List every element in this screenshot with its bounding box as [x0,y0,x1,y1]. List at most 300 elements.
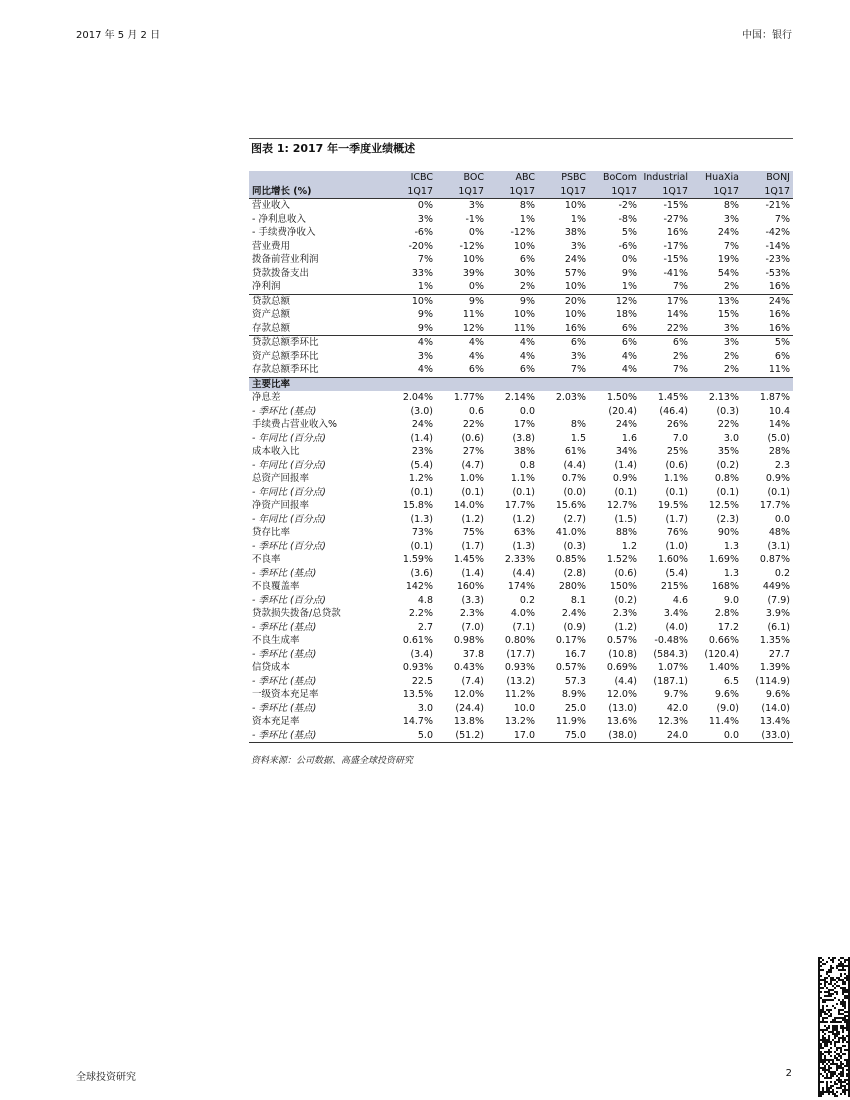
table-cell: 6% [774,350,790,362]
bank-name: BONJ [742,171,793,185]
table-cell: 9% [417,309,433,320]
table-cell: 1% [519,213,535,225]
table-row [249,526,793,540]
table-cell: (7.0) [461,621,484,633]
table-cell: 0.69% [606,662,637,673]
table-cell: 18% [615,309,637,320]
table-cell: (7.1) [512,621,535,633]
table-cell: 7% [774,213,790,225]
table-cell: 14% [768,419,790,430]
table-cell: (1.5) [614,513,637,525]
table-cell: 0.57% [606,635,637,646]
table-cell: 2% [519,281,535,292]
table-cell: 17.7% [504,500,535,511]
table-cell: 1.07% [657,662,688,673]
table-row [249,661,793,675]
row-label: - 季环比 (基点) [252,702,317,714]
table-cell: 7% [723,240,739,252]
table-cell: 4% [621,350,637,362]
table-cell: (584.3) [653,648,688,660]
table-cell: (0.1) [614,486,637,498]
table-cell: -1% [465,213,484,225]
table-cell: 38% [513,446,535,457]
table-cell: -15% [663,200,688,211]
table-cell: 25.0 [564,702,586,714]
table-cell: (0.1) [665,486,688,498]
table-row [249,280,793,294]
table-cell: 9% [487,294,538,308]
table-cell: -12% [510,227,535,238]
bank-name: BOC [436,171,487,185]
table-cell: 1.2% [408,473,433,484]
table-cell: 3% [723,213,739,225]
table-cell: 4.0% [510,608,535,619]
table-row [249,405,793,419]
table-cell: 10% [513,309,535,320]
table-cell: 37.8 [462,648,484,660]
table-cell: 4% [436,336,487,350]
table-cell: 1.77% [453,392,484,403]
table-cell: 168% [711,581,739,592]
table-cell: 8.9% [561,689,586,700]
table-cell: (1.4) [461,567,484,579]
table-cell: 6% [640,336,691,350]
table-row [249,267,793,281]
table-cell: 24.0 [640,729,691,743]
table-cell: 17% [513,419,535,430]
table-cell: (10.8) [608,648,637,660]
table-cell: 9.0 [723,594,739,606]
table-cell: 9% [436,294,487,308]
table-cell: (38.0) [589,729,640,743]
table-cell: 3.4% [663,608,688,619]
table-cell: (0.0) [563,486,586,498]
table-cell: 88% [615,527,637,538]
bank-name: ABC [487,171,538,185]
table-cell: 0.0 [691,729,742,743]
table-cell: (2.7) [563,513,586,525]
table-cell: 0.57% [555,662,586,673]
period-label: 1Q17 [742,185,793,199]
table-cell: -12% [459,240,484,252]
bank-name: BoCom [589,171,640,185]
table-row [249,391,793,405]
table-cell: 2% [723,364,739,375]
table-cell: 1.52% [606,554,637,565]
table-cell: 48% [768,527,790,538]
table-cell: 2.13% [708,392,739,403]
period-label: 1Q17 [538,185,589,199]
period-label: 1Q17 [385,185,436,199]
table-cell: 11.2% [504,689,535,700]
table-cell: 0.98% [453,635,484,646]
row-label: 不良生成率 [252,635,300,646]
table-cell [538,405,589,419]
table-cell: (17.7) [506,648,535,660]
table-row [249,486,793,500]
table-cell: 1% [621,281,637,292]
table-cell: (0.3) [563,540,586,552]
table-cell: (0.9) [563,621,586,633]
table-cell: -8% [618,213,637,225]
table-cell: 2.7 [417,621,433,633]
table-cell: 0.8 [519,459,535,471]
table-cell: 0.66% [708,635,739,646]
table-cell: 7% [672,364,688,375]
table-cell: 54% [717,267,739,279]
table-cell: (0.6) [614,567,637,579]
table-cell: 61% [564,446,586,457]
table-cell: (4.4) [563,459,586,471]
table-cell: 4% [487,336,538,350]
table-cell: 15.6% [555,500,586,511]
ratios-section-row [249,377,793,391]
period-label: 1Q17 [436,185,487,199]
table-row [249,567,793,581]
table-cell: 142% [405,581,433,592]
table-row [249,594,793,608]
table-cell: 449% [762,581,790,592]
table-cell: 3.0 [723,432,739,444]
table-row [249,226,793,240]
table-cell: -41% [663,267,688,279]
row-label: - 季环比 (基点) [252,675,317,687]
table-cell: (3.8) [512,432,535,444]
table-cell: -20% [408,240,433,252]
table-cell: 2.04% [402,392,433,403]
table-cell: (0.2) [716,459,739,471]
table-cell: (0.1) [410,486,433,498]
bank-name: Industrial [640,171,691,185]
table-cell: (4.4) [614,675,637,687]
table-cell: 3% [723,322,739,334]
table-cell: 24% [564,254,586,265]
table-cell: 0.9% [765,473,790,484]
table-cell: 12.0% [606,689,637,700]
table-cell: (24.4) [455,702,484,714]
table-cell: 2% [672,350,688,362]
table-cell: -21% [765,200,790,211]
table-cell: 22.5 [411,675,433,687]
table-cell: -6% [618,240,637,252]
table-cell: (1.2) [461,513,484,525]
table-cell: 75.0 [538,729,589,743]
table-cell: 9.6% [765,689,790,700]
table-cell: (3.4) [410,648,433,660]
table-cell: 1.45% [657,392,688,403]
table-cell: (1.4) [614,459,637,471]
table-cell: -42% [765,227,790,238]
table-cell: 8% [723,200,739,211]
table-cell: 7% [570,364,586,375]
table-cell: 22% [717,419,739,430]
table-cell: 2% [723,350,739,362]
table-cell: 11% [462,309,484,320]
table-cell: 7% [417,254,433,265]
table-row [249,729,793,743]
table-cell: 4% [468,350,484,362]
table-cell: (0.1) [461,486,484,498]
row-label: - 年同比 (百分点) [252,459,326,471]
table-cell: 280% [558,581,586,592]
table-cell: 9.6% [714,689,739,700]
table-cell: -23% [765,254,790,265]
table-row [249,472,793,486]
table-cell: 12.0% [453,689,484,700]
table-cell: 1.6 [621,432,637,444]
table-cell: 41.0% [555,527,586,538]
table-cell: (0.6) [461,432,484,444]
table-cell: 2% [723,281,739,292]
report-date: 2017 年 5 月 2 日 [76,30,161,41]
table-cell: 42.0 [666,702,688,714]
table-cell: 4% [417,364,433,375]
table-cell: -15% [663,254,688,265]
table-cell: (1.2) [614,621,637,633]
table-cell: (4.7) [461,459,484,471]
table-cell: 13.5% [402,689,433,700]
table-cell: 1.60% [657,554,688,565]
row-label: 贷款损失拨备/总贷款 [252,608,341,619]
table-cell: (4.0) [665,621,688,633]
table-cell: 11% [768,364,790,375]
table-cell: 11.4% [708,716,739,727]
table-cell: 90% [717,527,739,538]
period-label: 1Q17 [487,185,538,199]
table-cell: 63% [513,527,535,538]
table-cell: 0.87% [759,554,790,565]
table-cell: 1.39% [759,662,790,673]
table-cell: (20.4) [608,405,637,417]
row-label: 资产总额季环比 [252,350,319,362]
bank-name: ICBC [385,171,436,185]
table-cell: (6.1) [767,621,790,633]
table-row [249,607,793,621]
table-cell: 0.2 [774,567,790,579]
table-cell: 19.5% [657,500,688,511]
table-cell: 4% [385,336,436,350]
table-cell: 22% [666,322,688,334]
table-cell: 35% [717,446,739,457]
table-cell: 6% [538,336,589,350]
table-cell: (0.1) [716,486,739,498]
table-cell: 24% [742,294,793,308]
table-cell: 9% [621,267,637,279]
table-cell: (114.9) [755,675,790,687]
ratios-section-label: 主要比率 [249,377,793,391]
table-cell: 2.3 [774,459,790,471]
table-row [249,350,793,364]
table-cell: 39% [462,267,484,279]
table-cell: 2.03% [555,392,586,403]
row-label: - 年同比 (百分点) [252,486,326,498]
table-cell: 5% [742,336,793,350]
table-cell: 75% [462,527,484,538]
table-cell: 0.17% [555,635,586,646]
row-label: 不良率 [252,554,281,565]
exhibit-top-rule [249,138,793,139]
table-cell: 10% [564,309,586,320]
table-cell: 13.2% [504,716,535,727]
table-row [249,432,793,446]
table-cell: 73% [411,527,433,538]
row-label: 成本收入比 [252,446,300,457]
table-cell: 1% [417,281,433,292]
table-cell: 57% [564,267,586,279]
table-cell: 1.5 [570,432,586,444]
table-cell: (3.0) [410,405,433,417]
row-label: 净息差 [252,392,281,403]
table-cell: 11% [513,322,535,334]
row-label: 净利润 [252,281,281,292]
table-cell: 10% [564,281,586,292]
table-row [249,513,793,527]
row-label: 营业收入 [252,200,291,211]
table-cell: 13% [691,294,742,308]
table-cell: (3.1) [767,540,790,552]
bank-name: PSBC [538,171,589,185]
table-cell: 26% [666,419,688,430]
table-cell: 20% [538,294,589,308]
table-row [249,688,793,702]
row-label: - 年同比 (百分点) [252,513,326,525]
row-label: - 季环比 (基点) [252,567,317,579]
row-label: - 手续费净收入 [252,227,316,238]
table-cell: 0.2 [519,594,535,606]
table-cell: 3.9% [765,608,790,619]
row-label: 营业费用 [252,240,291,252]
table-row [249,702,793,716]
table-cell: 16% [564,322,586,334]
table-cell: 0.43% [453,662,484,673]
table-row [249,322,793,336]
table-cell: (1.7) [665,513,688,525]
table-cell: 2.8% [714,608,739,619]
table-cell: 9% [417,322,433,334]
table-cell: 2.14% [504,392,535,403]
table-cell: (3.6) [410,567,433,579]
table-cell: (33.0) [742,729,793,743]
table-cell: 23% [411,446,433,457]
table-cell: 0.6 [468,405,484,417]
footer-firm: 全球投资研究 [76,1072,136,1083]
table-cell: 19% [717,254,739,265]
table-cell: 30% [513,267,535,279]
table-cell: 7.0 [672,432,688,444]
table-cell: 16.7 [564,648,586,660]
table-cell: 24% [411,419,433,430]
source-note: 资料来源：公司数据、高盛全球投资研究 [251,756,414,766]
table-cell: 1.50% [606,392,637,403]
table-cell: 0.61% [402,635,433,646]
period-label: 1Q17 [589,185,640,199]
table-row [249,336,793,350]
table-cell: 17% [640,294,691,308]
table-cell: 16% [768,322,790,334]
table-cell: 12.5% [708,500,739,511]
table-cell: (51.2) [436,729,487,743]
table-cell: (1.3) [410,513,433,525]
table-cell: 1.1% [510,473,535,484]
table-cell: -27% [663,213,688,225]
table-cell: 22% [462,419,484,430]
table-cell: 1.2 [621,540,637,552]
row-label: 贷存比率 [252,527,291,538]
row-label: 存款总额 [252,322,291,334]
table-cell: -0.48% [654,635,688,646]
table-cell: 1.69% [708,554,739,565]
table-cell: (1.2) [512,513,535,525]
table-cell: 15.8% [402,500,433,511]
table-cell: 8.1 [570,594,586,606]
table-cell: 24% [615,419,637,430]
table-row [249,553,793,567]
table-cell: 17.7% [759,500,790,511]
table-cell: (3.3) [461,594,484,606]
table-cell: 2.33% [504,554,535,565]
table-cell: 1.40% [708,662,739,673]
table-cell: 6% [468,364,484,375]
table-cell: 4% [621,364,637,375]
table-row [249,253,793,267]
qr-code-icon [818,957,850,1097]
table-cell: (1.3) [512,540,535,552]
table-cell: (13.0) [608,702,637,714]
table-cell: 13.6% [606,716,637,727]
table-cell: 0.0 [519,405,535,417]
table-cell: 3% [417,213,433,225]
table-cell: 34% [615,446,637,457]
table-cell: 10.0 [513,702,535,714]
table-cell: 10% [462,254,484,265]
row-label: - 季环比 (基点) [249,729,385,743]
table-cell: 7% [672,281,688,292]
row-label: 拨备前营业利润 [252,254,319,265]
table-row [249,715,793,729]
row-label: 存款总额季环比 [252,364,319,375]
table-cell: 8% [519,200,535,211]
table-row [249,634,793,648]
page-number: 2 [785,1068,792,1079]
table-row [249,213,793,227]
table-cell: 0% [417,200,433,211]
table-cell: 2.3% [612,608,637,619]
exhibit-panel [249,138,793,766]
row-label: 信贷成本 [252,662,291,673]
table-cell: 5.0 [385,729,436,743]
period-label: 1Q17 [691,185,742,199]
table-cell: 11.9% [555,716,586,727]
table-cell: (5.0) [767,432,790,444]
table-cell: 1.1% [663,473,688,484]
table-cell: 1.3 [723,567,739,579]
table-cell: 2.4% [561,608,586,619]
table-cell: 1% [570,213,586,225]
table-cell: 17.2 [717,621,739,633]
row-label: 手续费占营业收入% [252,419,338,430]
table-cell: 1.0% [459,473,484,484]
table-cell: 3% [691,336,742,350]
table-row [249,199,793,213]
table-cell: 13.8% [453,716,484,727]
growth-section-label: 同比增长 (%) [249,185,385,199]
table-cell: 38% [564,227,586,238]
table-cell: 15% [717,309,739,320]
table-cell: 3.0 [417,702,433,714]
table-cell: 1.3 [723,540,739,552]
table-cell: 8% [570,419,586,430]
table-cell: (5.4) [410,459,433,471]
